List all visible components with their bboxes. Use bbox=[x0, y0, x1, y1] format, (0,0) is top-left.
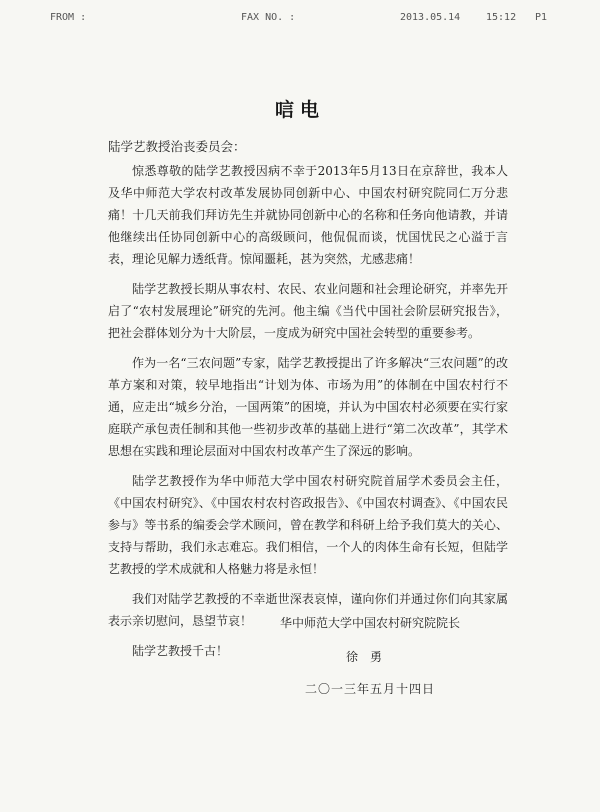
signature-date: 二〇一三年五月十四日 bbox=[304, 682, 435, 696]
signature-organization: 华中师范大学中国农村研究院院长 bbox=[279, 616, 460, 630]
letter-paragraph: 惊悉尊敬的陆学艺教授因病不幸于2013年5月13日在京辞世，我本人及华中师范大学农村改革发展协同创新中心、中国农村研究院同仁万分悲痛！十几天前我们拜访先生并就协同创新中心的名称和任务向他请教，并请他继续出任协同创新中心的高级顾问，他侃侃而谈，忧国忧民之心溢于言表，理论见解力透纸背。惊闻噩耗，甚为突然，尤感悲痛！ bbox=[108, 164, 508, 266]
fax-from-label: FROM : bbox=[50, 12, 87, 23]
letter-title: 唁电 bbox=[274, 99, 325, 121]
fax-date: 2013.05.14 bbox=[400, 12, 461, 23]
letter-paragraph: 我们对陆学艺教授的不幸逝世深表哀悼，谨向你们并通过你们向其家属表示亲切慰问，恳望节哀！ bbox=[108, 592, 508, 628]
fax-header bbox=[0, 0, 600, 30]
letter-closing: 陆学艺教授千古！ bbox=[132, 644, 229, 658]
letter-salutation: 陆学艺教授治丧委员会： bbox=[108, 139, 246, 154]
fax-page-number: P1 bbox=[535, 12, 548, 23]
signature-name: 徐勇 bbox=[345, 650, 394, 664]
letter-paragraph: 陆学艺教授长期从事农村、农民、农业问题和社会理论研究，并率先开启了“农村发展理论”研究的先河。他主编《当代中国社会阶层研究报告》，把社会群体划分为十大阶层，一度成为研究中国社会转型的重要参考。 bbox=[108, 282, 508, 340]
letter-body bbox=[108, 160, 508, 662]
letter-paragraph: 陆学艺教授作为华中师范大学中国农村研究院首届学术委员会主任，《中国农村研究》、《中国农村农村咨政报告》、《中国农村调查》、《中国农民参与》等书系的编委会学术顾问，曾在教学和科研上给予我们莫大的关心、支持与帮助，我们永志难忘。我们相信，一个人的肉体生命有长短，但陆学艺教授的学术成就和人格魅力将是永恒！ bbox=[108, 474, 508, 576]
signature-block bbox=[255, 613, 485, 699]
fax-number-label: FAX NO. : bbox=[241, 12, 296, 23]
fax-time: 15:12 bbox=[486, 12, 517, 23]
letter-paragraph: 作为一名“三农问题”专家，陆学艺教授提出了许多解决“三农问题”的改革方案和对策，较早地指出“计划为体、市场为用”的体制在中国农村行不通，应走出“城乡分治，一国两策”的困境，并认为中国农村必须要在实行家庭联产承包责任制和其他一些初步改革的基础上进行“第二次改革”，其学术思想在实践和理论层面对中国农村改革产生了深远的影响。 bbox=[108, 356, 508, 458]
